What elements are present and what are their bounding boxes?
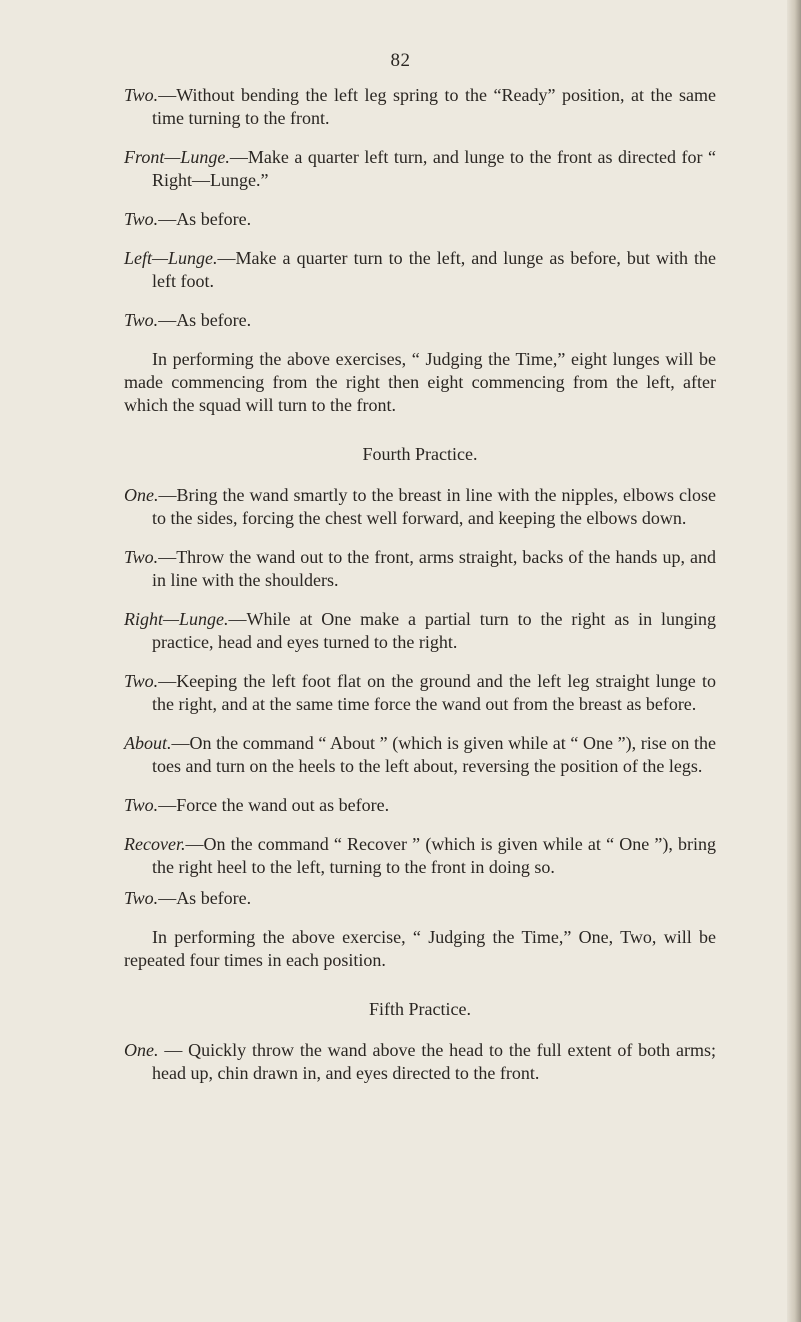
page-number: 82 bbox=[390, 50, 411, 71]
paragraph-two-force-wand bbox=[124, 794, 716, 817]
paragraph-text: —As before. bbox=[158, 209, 252, 229]
paragraph-recover bbox=[124, 833, 716, 879]
paragraph-about bbox=[124, 732, 716, 778]
paragraph-text: —As before. bbox=[158, 310, 252, 330]
paragraph-lead: One. bbox=[124, 485, 159, 505]
paragraph-lead: Two. bbox=[124, 310, 159, 330]
paragraph-lead: Recover. bbox=[124, 834, 186, 854]
paragraph-one-bring-wand bbox=[124, 484, 716, 530]
section-heading-fourth-practice: Fourth Practice. bbox=[362, 444, 478, 464]
paragraph-text: —While at One make a partial turn to the right as in lunging practice, head and eyes turned to the right. bbox=[152, 609, 716, 652]
paragraph-text: —Keeping the left foot flat on the ground and the left leg straight lunge to the right, and at the same time force the wand out from the breast as before. bbox=[152, 671, 716, 714]
paragraph-two-as-before bbox=[124, 887, 716, 910]
paragraph-lead: Left—Lunge. bbox=[124, 248, 218, 268]
paragraph-text: —Make a quarter left turn, and lunge to the front as directed for “ Right—Lunge.” bbox=[152, 147, 716, 190]
paragraph-text: —Bring the wand smartly to the breast in line with the nipples, elbows close to the sides, forcing the chest well forward, and keeping the elbows down. bbox=[152, 485, 716, 528]
paragraph-lead: Two. bbox=[124, 547, 159, 567]
paragraph-lead: Two. bbox=[124, 888, 159, 908]
paragraph-text: In performing the above exercises, “ Judging the Time,” eight lunges will be made commencing from the right then eight commencing from the left, after which the squad will turn to the front. bbox=[124, 349, 716, 415]
paragraph-lead: Front—Lunge. bbox=[124, 147, 230, 167]
paragraph-one-throw-above-head bbox=[124, 1039, 716, 1085]
paragraph-text: —Throw the wand out to the front, arms straight, backs of the hands up, and in line with the shoulders. bbox=[152, 547, 716, 590]
paragraph-front-lunge bbox=[124, 146, 716, 192]
paragraph-two-ready bbox=[124, 84, 716, 130]
paragraph-lead: Right—Lunge. bbox=[124, 609, 229, 629]
paragraph-text: —Force the wand out as before. bbox=[158, 795, 390, 815]
paragraph-two-keeping-foot bbox=[124, 670, 716, 716]
paragraph-repeat-four-times bbox=[124, 926, 716, 972]
paragraph-text: —Make a quarter turn to the left, and lunge as before, but with the left foot. bbox=[152, 248, 716, 291]
page-text bbox=[124, 84, 716, 1101]
paragraph-lead: Two. bbox=[124, 795, 159, 815]
paragraph-lead: One. bbox=[124, 1040, 159, 1060]
paragraph-two-throw-wand bbox=[124, 546, 716, 592]
paragraph-judging-time bbox=[124, 348, 716, 417]
paragraph-lead: Two. bbox=[124, 85, 159, 105]
paragraph-text: In performing the above exercise, “ Judging the Time,” One, Two, will be repeated four times in each position. bbox=[124, 927, 716, 970]
section-heading-fifth-practice: Fifth Practice. bbox=[369, 999, 471, 1019]
page-edge-shadow bbox=[787, 0, 801, 1322]
paragraph-lead: About. bbox=[124, 733, 172, 753]
paragraph-left-lunge bbox=[124, 247, 716, 293]
paragraph-text: —As before. bbox=[158, 888, 252, 908]
paragraph-text: —On the command “ About ” (which is given while at “ One ”), rise on the toes and turn on the heels to the left about, reversing the position of the legs. bbox=[152, 733, 716, 776]
paragraph-text: —Without bending the left leg spring to the “Ready” position, at the same time turning to the front. bbox=[152, 85, 716, 128]
paragraph-lead: Two. bbox=[124, 209, 159, 229]
paragraph-lead: Two. bbox=[124, 671, 159, 691]
paragraph-right-lunge bbox=[124, 608, 716, 654]
paragraph-text: — Quickly throw the wand above the head to the full extent of both arms; head up, chin drawn in, and eyes directed to the front. bbox=[152, 1040, 716, 1083]
paragraph-two-as-before bbox=[124, 208, 716, 231]
paragraph-two-as-before bbox=[124, 309, 716, 332]
paragraph-text: —On the command “ Recover ” (which is given while at “ One ”), bring the right heel to the left, turning to the front in doing so. bbox=[152, 834, 716, 877]
